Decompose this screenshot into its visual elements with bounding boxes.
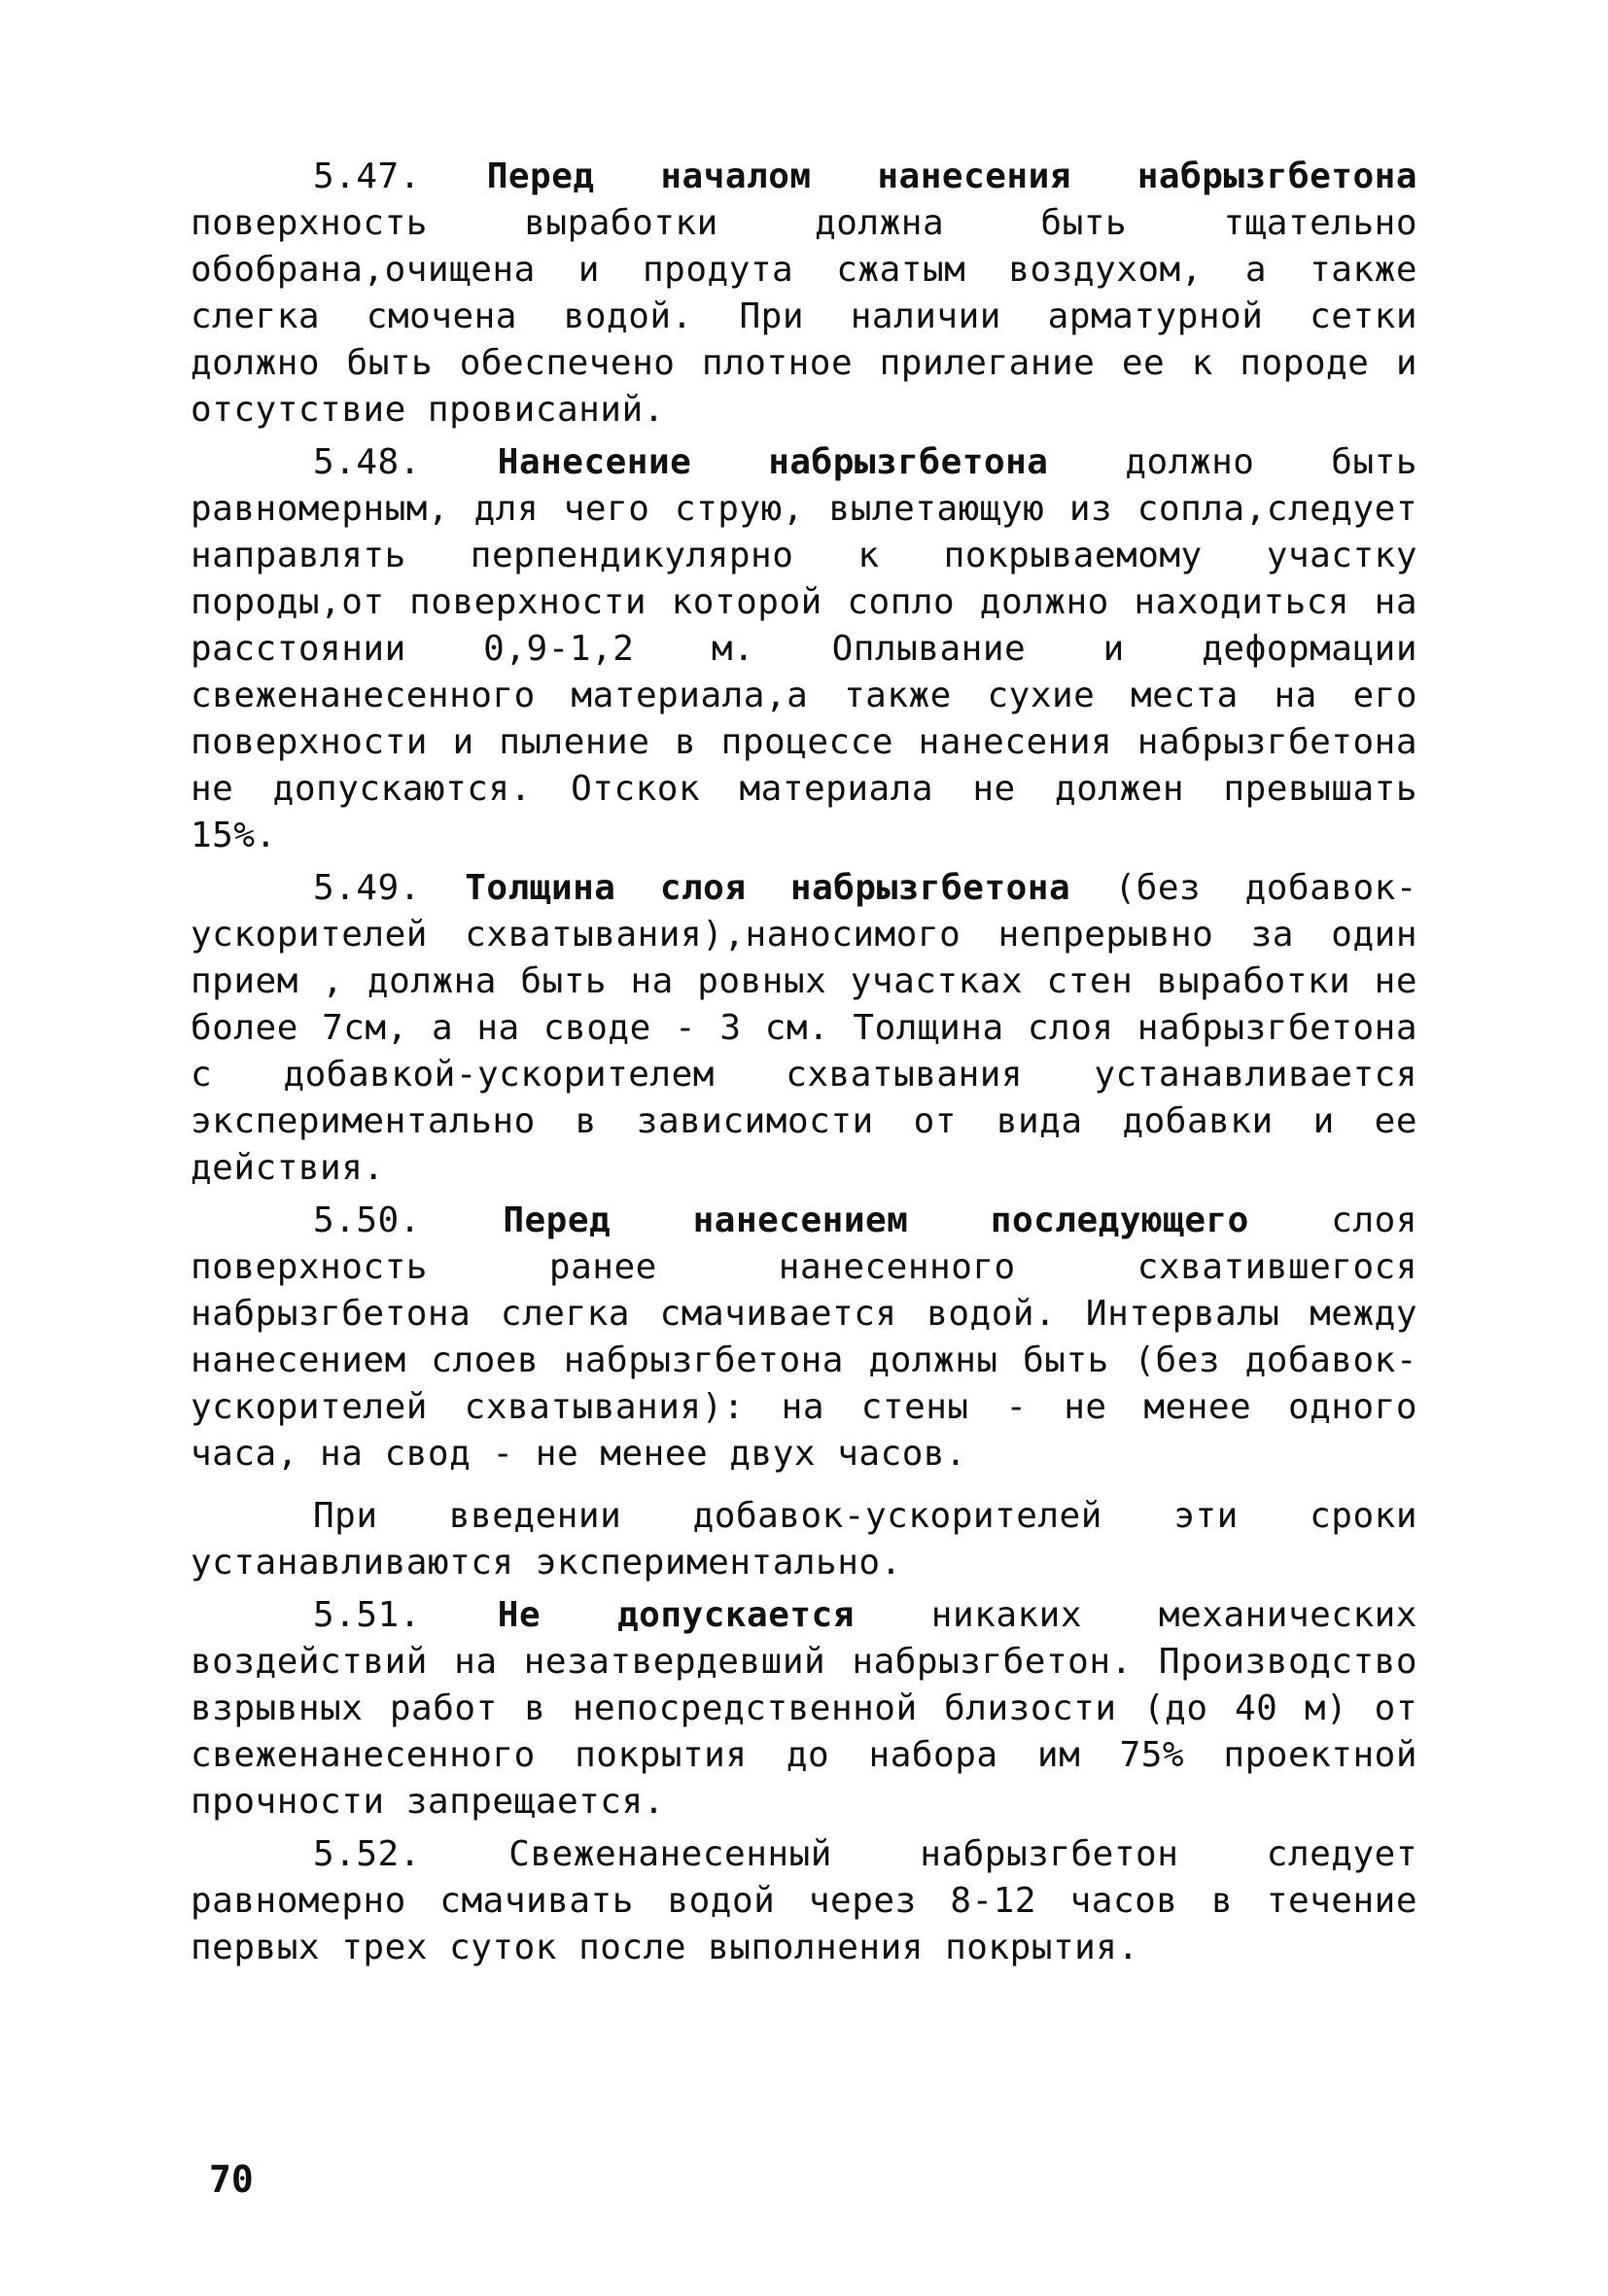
paragraph-note [191, 1493, 1417, 1586]
paragraph-text: При введении добавок-ускорителей эти сроки устанавливаются экспериментально. [191, 1496, 1417, 1583]
paragraph-number: 5.47. [313, 157, 421, 196]
paragraph-lead: Не допускается [497, 1595, 855, 1635]
paragraph-text: должно быть равномерным, для чего струю, вылетающую из сопла,следует направлять перпендикулярно к покрываемому участку породы,от поверхности которой сопло должно находиться на расстоянии 0,9-1,2 м. Оплывание и деформации свеженанесенного материала,а также сухие места на его поверхности и пыление в процессе нанесения набрызгбетона не допускаются. Отскок материала не должен превышать 15%. [191, 442, 1417, 855]
paragraph-5-47 [191, 154, 1417, 434]
paragraph-lead: Перед нанесением последующего [503, 1200, 1249, 1240]
paragraph-5-50 [191, 1198, 1417, 1478]
page-number: 70 [209, 2158, 254, 2201]
paragraph-text: Свеженанесенный набрызгбетон следует равномерно смачивать водой через 8-12 часов в течение первых трех суток после выполнения покрытия. [191, 1834, 1417, 1967]
paragraph-lead: Толщина слоя набрызгбетона [465, 868, 1071, 908]
paragraph-5-52 [191, 1831, 1417, 1971]
paragraph-number: 5.48. [313, 442, 421, 482]
paragraph-text: (без добавок-ускорителей схватывания),наносимого непрерывно за один прием , должна быть на ровных участках стен выработки не более 7см, а на своде - 3 см. Толщина слоя набрызгбетона с добавкой-ускорителем схватывания устанавливается экспериментально в зависимости от вида добавки и ее действия. [191, 868, 1417, 1188]
paragraph-number: 5.52. [313, 1834, 421, 1874]
paragraph-text: слоя поверхность ранее нанесенного схватившегося набрызгбетона слегка смачивается водой. Интервалы между нанесением слоев набрызгбетона должны быть (без добавок-ускорителей схватывания): на стены - не менее одного часа, на свод - не менее двух часов. [191, 1200, 1417, 1474]
paragraph-number: 5.49. [313, 868, 421, 908]
body-text [191, 154, 1417, 1971]
paragraph-lead: Перед началом нанесения набрызгбетона [486, 157, 1417, 196]
paragraph-5-51 [191, 1592, 1417, 1826]
paragraph-lead: Нанесение набрызгбетона [497, 442, 1049, 482]
paragraph-5-48 [191, 439, 1417, 859]
paragraph-number: 5.50. [313, 1200, 421, 1240]
paragraph-text: никаких механических воздействий на незатвердевший набрызгбетон. Производство взрывных работ в непосредственной близости (до 40 м) от свеженанесенного покрытия до набора им 75% проектной прочности запрещается. [191, 1595, 1417, 1822]
paragraph-5-49 [191, 865, 1417, 1192]
paragraph-number: 5.51. [313, 1595, 421, 1635]
paragraph-text: поверхность выработки должна быть тщательно обобрана,очищена и продута сжатым воздухом, а также слегка смочена водой. При наличии арматурной сетки должно быть обеспечено плотное прилегание ее к породе и отсутствие провисаний. [191, 203, 1417, 430]
